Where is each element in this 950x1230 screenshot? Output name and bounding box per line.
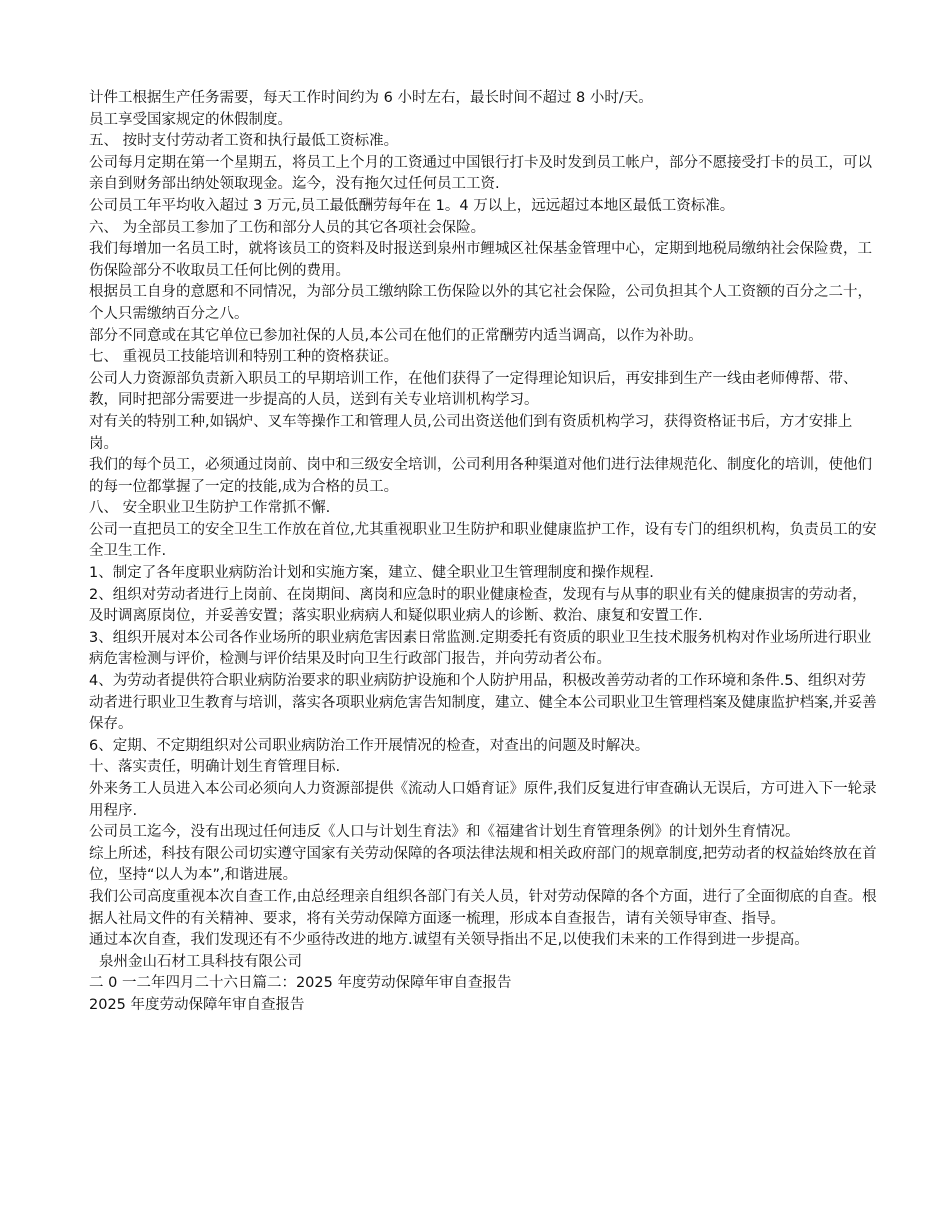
paragraph-list xyxy=(89,88,879,952)
paragraph: 我们每增加一名员工时，就将该员工的资料及时报送到泉州市鲤城区社保基金管理中心，定期到地税局缴纳社会保险费，工伤保险部分不收取员工任何比例的费用。 xyxy=(89,241,872,279)
paragraph: 对有关的特别工种,如锅炉、叉车等操作工和管理人员,公司出资送他们到有资质机构学习，获得资格证书后，方才安排上岗。 xyxy=(89,413,853,452)
paragraph: 员工享受国家规定的休假制度。 xyxy=(89,111,292,128)
paragraph: 通过本次自查，我们发现还有不少亟待改进的地方.诚望有关领导指出不足,以使我们未来的工作得到进一步提高。 xyxy=(89,932,809,949)
paragraph: 计件工根据生产任务需要，每天工作时间约为 6 小时左右，最长时间不超过 8 小时/天。 xyxy=(89,90,653,106)
paragraph: 公司一直把员工的安全卫生工作放在首位,尤其重视职业卫生防护和职业健康监护工作，设有专门的组织机构，负责员工的安全卫生工作. xyxy=(89,521,877,560)
paragraph: 五、 按时支付劳动者工资和执行最低工资标准。 xyxy=(89,133,399,150)
paragraph: 公司人力资源部负责新入职员工的早期培训工作，在他们获得了一定得理论知识后，再安排到生产一线由老师傅帮、带、教，同时把部分需要进一步提高的人员，送到有关专业培训机构学习。 xyxy=(89,370,858,409)
paragraph: 4、为劳动者提供符合职业病防治要求的职业病防护设施和个人防护用品，积极改善劳动者的工作环境和条件.5、组织对劳动者进行职业卫生教育与培训，落实各项职业病危害告知制度，建立、健全本公司职业卫生管理档案及健康监护档案,并妥善保存。 xyxy=(89,673,877,733)
document-body xyxy=(89,88,879,1017)
paragraph: 综上所述，科技有限公司切实遵守国家有关劳动保障的各项法律法规和相关政府部门的规章制度,把劳动者的权益始终放在首位，坚持“以人为本”,和谐进展。 xyxy=(89,845,877,884)
paragraph: 公司每月定期在第一个星期五，将员工上个月的工资通过中国银行打卡及时发到员工帐户，部分不愿接受打卡的员工，可以亲自到财务部出纳处领取现金。迄今，没有拖欠过任何员工工资. xyxy=(89,154,872,193)
next-report-title: 2025 年度劳动保障年审自查报告 xyxy=(89,996,305,1013)
paragraph: 七、 重视员工技能培训和特别工种的资格获证。 xyxy=(89,349,399,366)
paragraph: 六、 为全部员工参加了工伤和部分人员的其它各项社会保险。 xyxy=(89,219,486,236)
signature-company: 泉州金山石材工具科技有限公司 xyxy=(99,953,302,970)
paragraph: 公司员工年平均收入超过 3 万元,员工最低酬劳每年在 1。4 万以上，远远超过本地区最低工资标准。 xyxy=(89,197,735,214)
paragraph: 1、制定了各年度职业病防治计划和实施方案，建立、健全职业卫生管理制度和操作规程. xyxy=(89,565,654,582)
paragraph: 八、 安全职业卫生防护工作常抓不懈. xyxy=(89,500,331,517)
paragraph: 部分不同意或在其它单位已参加社保的人员,本公司在他们的正常酬劳内适当调高，以作为补助。 xyxy=(89,327,703,344)
paragraph: 我们的每个员工，必须通过岗前、岗中和三级安全培训，公司利用各种渠道对他们进行法律规范化、制度化的培训，使他们的每一位都掌握了一定的技能,成为合格的员工。 xyxy=(89,457,872,495)
paragraph: 根据员工自身的意愿和不同情况，为部分员工缴纳除工伤保险以外的其它社会保险，公司负担其个人工资额的百分之二十，个人只需缴纳百分之八。 xyxy=(89,284,872,322)
paragraph: 外来务工人员进入本公司必须向人力资源部提供《流动人口婚育证》原件,我们反复进行审查确认无误后，方可进入下一轮录用程序. xyxy=(89,781,877,819)
paragraph: 十、落实责任，明确计划生育管理目标. xyxy=(89,759,341,776)
signature-date-line: 二 0 一二年四月二十六日篇二：2025 年度劳动保障年审自查报告 xyxy=(89,975,512,992)
paragraph: 我们公司高度重视本次自查工作,由总经理亲自组织各部门有关人员，针对劳动保障的各个方面，进行了全面彻底的自查。根据人社局文件的有关精神、要求，将有关劳动保障方面逐一梳理，形成本自查报告，请有关领导审查、指导。 xyxy=(89,888,877,927)
paragraph: 公司员工迄今，没有出现过任何违反《人口与计划生育法》和《福建省计划生育管理条例》的计划外生育情况。 xyxy=(89,824,800,841)
paragraph: 2、组织对劳动者进行上岗前、在岗期间、离岗和应急时的职业健康检查，发现有与从事的职业有关的健康损害的劳动者，及时调离原岗位，并妥善安置；落实职业病病人和疑似职业病人的诊断、救治、康复和安置工作. xyxy=(89,586,867,625)
paragraph: 6、定期、不定期组织对公司职业病防治工作开展情况的检查，对查出的问题及时解决。 xyxy=(89,737,650,754)
paragraph: 3、组织开展对本公司各作业场所的职业病危害因素日常监测.定期委托有资质的职业卫生技术服务机构对作业场所进行职业病危害检测与评价，检测与评价结果及时向卫生行政部门报告，并向劳动者公布。 xyxy=(89,629,872,668)
